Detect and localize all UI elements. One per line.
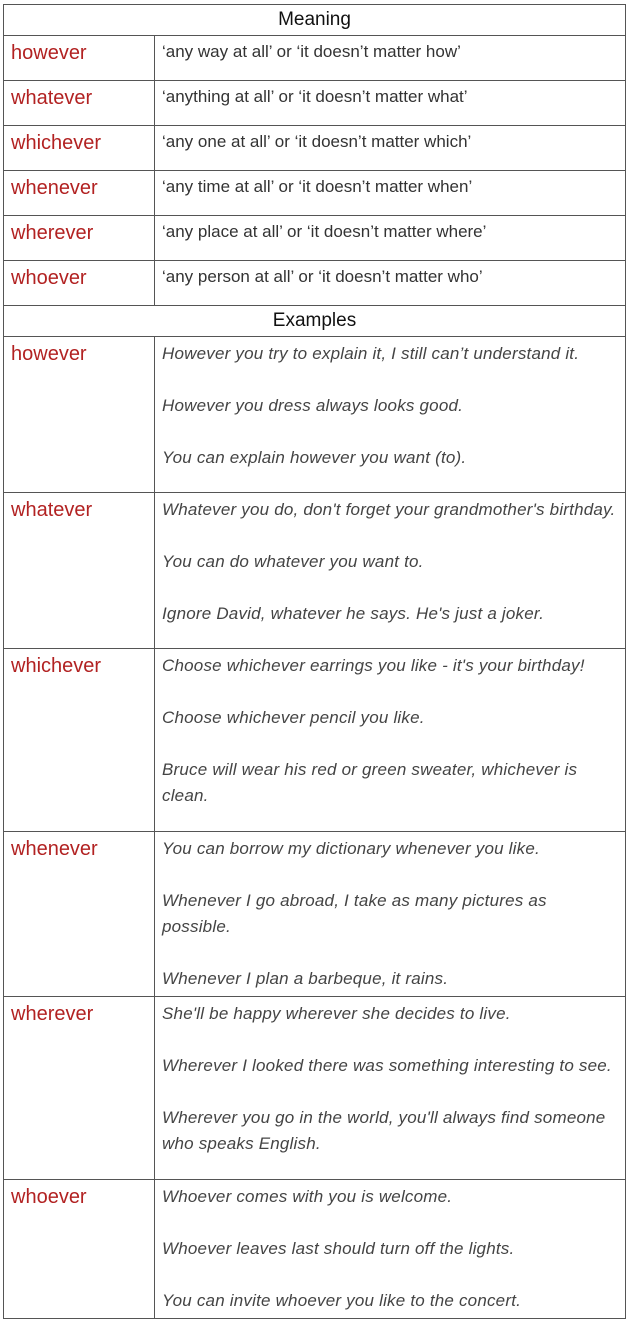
- example-sentence: You can invite whoever you like to the concert.: [162, 1291, 522, 1310]
- example-sentence: However you dress always looks good.: [162, 396, 464, 415]
- examples-cell: [155, 832, 626, 997]
- meaning-row: [4, 36, 626, 81]
- word-cell: whichever: [4, 126, 155, 171]
- example-sentence: She'll be happy wherever she decides to live.: [162, 1004, 511, 1023]
- example-sentence: You can borrow my dictionary whenever you like.: [162, 839, 540, 858]
- word-cell: whatever: [4, 493, 155, 649]
- word-cell: however: [4, 36, 155, 81]
- meaning-cell: ‘any person at all’ or ‘it doesn’t matter who’: [155, 261, 626, 306]
- example-sentence: Choose whichever pencil you like.: [162, 708, 425, 727]
- word-cell: however: [4, 337, 155, 493]
- meaning-row: [4, 81, 626, 126]
- example-sentence: Choose whichever earrings you like - it's your birthday!: [162, 656, 585, 675]
- examples-cell: [155, 337, 626, 493]
- examples-cell: [155, 1180, 626, 1319]
- word-cell: whoever: [4, 1180, 155, 1319]
- example-sentence: However you try to explain it, I still can’t understand it.: [162, 344, 580, 363]
- example-row: [4, 832, 626, 997]
- example-sentence: Whenever I plan a barbeque, it rains.: [162, 969, 449, 988]
- example-sentence: Whoever leaves last should turn off the lights.: [162, 1239, 515, 1258]
- meaning-cell: ‘any one at all’ or ‘it doesn’t matter which’: [155, 126, 626, 171]
- example-row: [4, 493, 626, 649]
- examples-cell: [155, 997, 626, 1180]
- word-cell: wherever: [4, 997, 155, 1180]
- grammar-table: [3, 4, 626, 1319]
- meaning-row: [4, 216, 626, 261]
- word-cell: whenever: [4, 832, 155, 997]
- examples-header-row: [4, 306, 626, 337]
- meaning-cell: ‘any place at all’ or ‘it doesn’t matter where’: [155, 216, 626, 261]
- example-sentence: Whatever you do, don't forget your grandmother's birthday.: [162, 500, 616, 519]
- example-sentence: Bruce will wear his red or green sweater, whichever is clean.: [162, 760, 578, 805]
- example-row: [4, 1180, 626, 1319]
- word-cell: whenever: [4, 171, 155, 216]
- example-sentence: Ignore David, whatever he says. He's just a joker.: [162, 604, 545, 623]
- examples-cell: [155, 493, 626, 649]
- meaning-cell: ‘any time at all’ or ‘it doesn’t matter when’: [155, 171, 626, 216]
- meaning-header: Meaning: [4, 5, 626, 36]
- word-cell: whoever: [4, 261, 155, 306]
- meaning-cell: ‘any way at all’ or ‘it doesn’t matter how’: [155, 36, 626, 81]
- example-row: [4, 649, 626, 832]
- example-sentence: You can explain however you want (to).: [162, 448, 467, 467]
- example-sentence: Wherever I looked there was something interesting to see.: [162, 1056, 612, 1075]
- meaning-row: [4, 261, 626, 306]
- word-cell: whatever: [4, 81, 155, 126]
- meaning-header-row: [4, 5, 626, 36]
- meaning-row: [4, 126, 626, 171]
- example-row: [4, 997, 626, 1180]
- word-cell: whichever: [4, 649, 155, 832]
- example-sentence: Whoever comes with you is welcome.: [162, 1187, 453, 1206]
- examples-header: Examples: [4, 306, 626, 337]
- example-sentence: Wherever you go in the world, you'll always find someone who speaks English.: [162, 1108, 606, 1153]
- meaning-row: [4, 171, 626, 216]
- example-sentence: Whenever I go abroad, I take as many pictures as possible.: [162, 891, 547, 936]
- meaning-cell: ‘anything at all’ or ‘it doesn’t matter what’: [155, 81, 626, 126]
- examples-cell: [155, 649, 626, 832]
- example-row: [4, 337, 626, 493]
- example-sentence: You can do whatever you want to.: [162, 552, 424, 571]
- word-cell: wherever: [4, 216, 155, 261]
